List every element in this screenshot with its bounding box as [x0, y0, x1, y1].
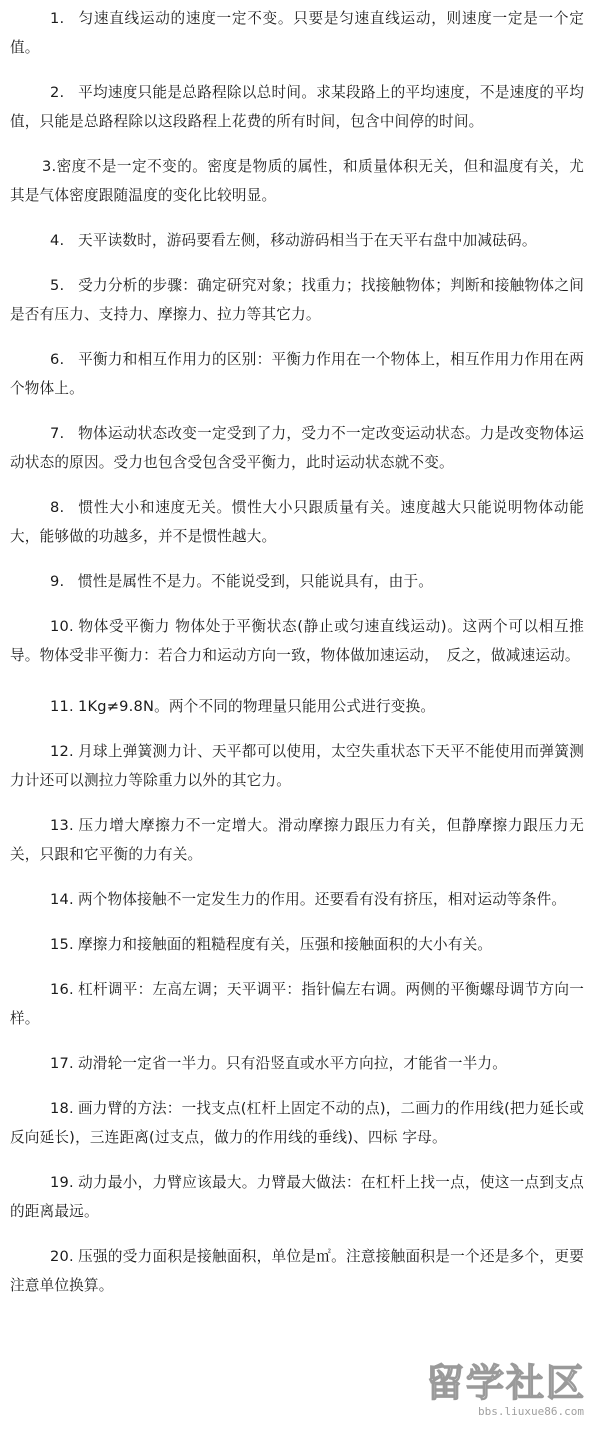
- item-number: 16.: [50, 981, 74, 998]
- item-number: 3.: [42, 158, 57, 175]
- item-text: 天平读数时，游码要看左侧，移动游码相当于在天平右盘中加减砝码。: [78, 232, 537, 249]
- item-number: 6.: [50, 351, 65, 368]
- item-number: 18.: [50, 1100, 74, 1117]
- list-item: [10, 1049, 584, 1078]
- item-text: 动滑轮一定省一半力。只有沿竖直或水平方向拉，才能省一半力。: [78, 1055, 508, 1072]
- item-number: 20.: [50, 1248, 74, 1265]
- item-text: 两个物体接触不一定发生力的作用。还要看有没有挤压，相对运动等条件。: [78, 891, 567, 908]
- item-text: 压强的受力面积是接触面积，单位是㎡。注意接触面积是一个还是多个，更要注意单位换算。: [10, 1248, 584, 1294]
- item-number: 15.: [50, 936, 74, 953]
- list-item: [10, 811, 584, 869]
- item-number: 19.: [50, 1174, 74, 1191]
- watermark-url: bbs.liuxue86.com: [478, 1405, 584, 1418]
- list-item: [10, 612, 584, 670]
- item-text: 画力臂的方法：一找支点(杠杆上固定不动的点)，二画力的作用线(把力延长或反向延长)，三连距离(过支点，做力的作用线的垂线)、四标 字母。: [10, 1100, 584, 1146]
- item-text: 密度不是一定不变的。密度是物质的属性，和质量体积无关，但和温度有关，尤其是气体密度跟随温度的变化比较明显。: [10, 158, 584, 204]
- item-text: 摩擦力和接触面的粗糙程度有关，压强和接触面积的大小有关。: [78, 936, 493, 953]
- item-text: 平均速度只能是总路程除以总时间。求某段路上的平均速度，不是速度的平均值，只能是总路程除以这段路程上花费的所有时间，包含中间停的时间。: [10, 84, 584, 130]
- item-text: 匀速直线运动的速度一定不变。只要是匀速直线运动，则速度一定是一个定值。: [10, 10, 584, 56]
- list-item: [10, 975, 584, 1033]
- list-item: [10, 345, 584, 403]
- watermark-logo-text: 留学社区: [425, 1361, 586, 1405]
- list-item: [10, 271, 584, 329]
- item-number: 12.: [50, 743, 74, 760]
- item-number: 4.: [50, 232, 65, 249]
- item-text: 1Kg≠9.8N。两个不同的物理量只能用公式进行变换。: [78, 698, 436, 715]
- site-watermark: [416, 1361, 586, 1425]
- list-item: [10, 930, 584, 959]
- item-number: 2.: [50, 84, 65, 101]
- item-text: 动力最小，力臂应该最大。力臂最大做法：在杠杆上找一点，使这一点到支点的距离最远。: [10, 1174, 584, 1220]
- list-item: [10, 1242, 584, 1300]
- list-item: [10, 1168, 584, 1226]
- item-number: 11.: [50, 698, 74, 715]
- list-item: [10, 78, 584, 136]
- item-text: 压力增大摩擦力不一定增大。滑动摩擦力跟压力有关，但静摩擦力跟压力无关，只跟和它平衡的力有关。: [10, 817, 584, 863]
- list-item: [10, 885, 584, 914]
- list-item: [10, 493, 584, 551]
- list-item: [10, 567, 584, 596]
- item-number: 10.: [50, 618, 74, 635]
- item-text: 月球上弹簧测力计、天平都可以使用，太空失重状态下天平不能使用而弹簧测力计还可以测拉力等除重力以外的其它力。: [10, 743, 584, 789]
- list-item: [10, 226, 584, 255]
- item-number: 14.: [50, 891, 74, 908]
- list-item: [10, 152, 584, 210]
- item-text: 受力分析的步骤：确定研究对象；找重力；找接触物体；判断和接触物体之间是否有压力、支持力、摩擦力、拉力等其它力。: [10, 277, 584, 323]
- item-text: 物体受平衡力 物体处于平衡状态(静止或匀速直线运动)。这两个可以相互推导。物体受非平衡力：若合力和运动方向一致，物体做加速运动， 反之，做减速运动。: [10, 618, 584, 664]
- item-number: 7.: [50, 425, 65, 442]
- list-item: [10, 1094, 584, 1152]
- list-item: [10, 737, 584, 795]
- list-item: [10, 4, 584, 62]
- list-item: [10, 419, 584, 477]
- item-number: 1.: [50, 10, 65, 27]
- item-text: 惯性是属性不是力。不能说受到，只能说具有，由于。: [78, 573, 434, 590]
- item-text: 平衡力和相互作用力的区别：平衡力作用在一个物体上，相互作用力作用在两个物体上。: [10, 351, 584, 397]
- item-number: 5.: [50, 277, 65, 294]
- item-number: 17.: [50, 1055, 74, 1072]
- item-text: 惯性大小和速度无关。惯性大小只跟质量有关。速度越大只能说明物体动能大，能够做的功越多，并不是惯性越大。: [10, 499, 584, 545]
- list-item: [10, 692, 584, 721]
- item-text: 物体运动状态改变一定受到了力，受力不一定改变运动状态。力是改变物体运动状态的原因。受力也包含受包含受平衡力，此时运动状态就不变。: [10, 425, 584, 471]
- item-text: 杠杆调平：左高左调；天平调平：指针偏左右调。两侧的平衡螺母调节方向一样。: [10, 981, 584, 1027]
- item-number: 13.: [50, 817, 74, 834]
- item-number: 9.: [50, 573, 65, 590]
- item-number: 8.: [50, 499, 65, 516]
